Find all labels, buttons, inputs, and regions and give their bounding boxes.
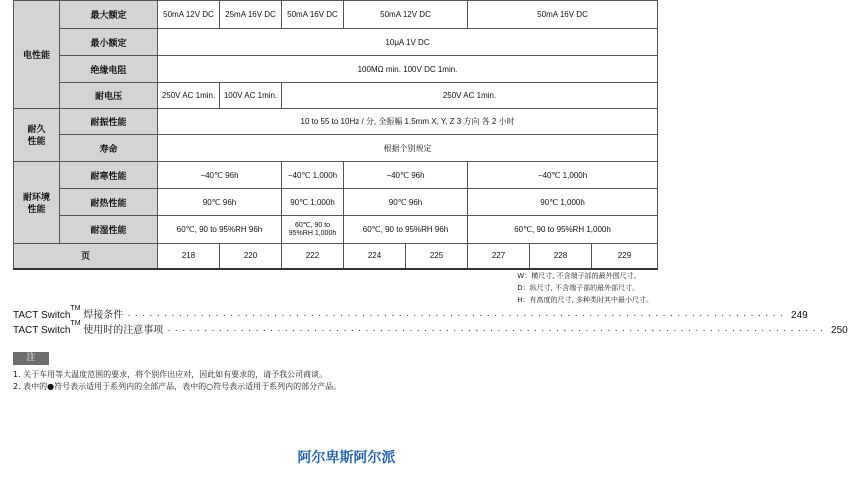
note-item: 1. 关于车用等大温度范围的要求，将个别作出应对，因此如有要求的，请予我公司商谈。 xyxy=(13,370,328,379)
cell: 90℃ 1,000h xyxy=(468,189,658,216)
dim-note-w: W：横尺寸, 不含端子部的最外围尺寸。 xyxy=(517,272,641,280)
cell: 50mA 16V DC xyxy=(282,1,344,29)
cell: 90℃ 96h xyxy=(158,189,282,216)
item-cold: 耐寒性能 xyxy=(60,162,158,189)
toc-page: 250 xyxy=(831,325,848,336)
notes-badge: 注 xyxy=(13,352,49,365)
cell: 250V AC 1min. xyxy=(282,83,658,109)
spec-table xyxy=(13,0,658,270)
cell: 50mA 12V DC xyxy=(344,1,468,29)
toc-title xyxy=(13,321,163,336)
cell: 50mA 12V DC xyxy=(158,1,220,29)
cell: 90℃ 96h xyxy=(344,189,468,216)
item-heat: 耐热性能 xyxy=(60,189,158,216)
item-life: 寿命 xyxy=(60,135,158,162)
page-number: 225 xyxy=(406,244,468,269)
category-environment: 耐环境 性能 xyxy=(14,162,60,244)
item-min-rating: 最小额定 xyxy=(60,29,158,56)
page-number: 224 xyxy=(344,244,406,269)
cell: 60℃, 90 to 95%RH 96h xyxy=(344,216,468,244)
cell: 10 to 55 to 10Hz / 分, 全振幅 1.5mm X, Y, Z 3 方向 各 2 小时 xyxy=(158,109,658,135)
dim-note-d: D：纵尺寸, 不含端子部的最外部尺寸。 xyxy=(517,284,640,292)
dimension-notes xyxy=(517,270,653,306)
notes-list xyxy=(13,369,341,393)
toc-entry-soldering[interactable] xyxy=(13,305,808,321)
cell: 10μA 1V DC xyxy=(158,29,658,56)
page-number: 220 xyxy=(220,244,282,269)
item-insulation: 绝缘电阻 xyxy=(60,56,158,83)
cell: −40℃ 96h xyxy=(344,162,468,189)
cell: 根据个别规定 xyxy=(158,135,658,162)
item-humidity: 耐湿性能 xyxy=(60,216,158,244)
cell: 60℃, 90 to 95%RH 96h xyxy=(158,216,282,244)
cell: 90℃ 1,000h xyxy=(282,189,344,216)
toc-title-pre: TACT Switch xyxy=(13,310,71,321)
page-number: 228 xyxy=(530,244,592,269)
toc-page: 249 xyxy=(791,310,808,321)
toc xyxy=(13,305,848,336)
dim-note-h: H：有高度的尺寸, 多种类时其中最小尺寸。 xyxy=(517,296,653,304)
toc-title-post: 焊接条件 xyxy=(80,310,124,321)
trademark: TM xyxy=(70,305,81,312)
cell: 50mA 16V DC xyxy=(468,1,658,29)
toc-title xyxy=(13,306,123,321)
cell: 60℃, 90 to 95%RH 1,000h xyxy=(468,216,658,244)
cell: 60℃, 90 to 95%RH 1,000h xyxy=(282,216,344,244)
toc-leader-dots: ·························································································· xyxy=(167,325,828,336)
note-item: 2. 表中的●符号表示适用于系列内的全部产品，表中的○符号表示适用于系列内的部分产品。 xyxy=(13,382,342,391)
toc-title-pre: TACT Switch xyxy=(13,325,71,336)
cell: 100MΩ min. 100V DC 1min. xyxy=(158,56,658,83)
cell: 25mA 16V DC xyxy=(220,1,282,29)
cell: −40℃ 1,000h xyxy=(282,162,344,189)
page-number: 229 xyxy=(592,244,658,269)
page-label: 页 xyxy=(14,244,158,269)
item-max-rating: 最大额定 xyxy=(60,1,158,29)
toc-title-post: 使用时的注意事项 xyxy=(80,325,164,336)
page-number: 222 xyxy=(282,244,344,269)
page-number: 227 xyxy=(468,244,530,269)
company-name: 阿尔卑斯阿尔派 xyxy=(297,450,396,466)
cell: −40℃ 1,000h xyxy=(468,162,658,189)
cell: −40℃ 96h xyxy=(158,162,282,189)
cell: 100V AC 1min. xyxy=(220,83,282,109)
category-durability: 耐久 性能 xyxy=(14,109,60,162)
item-voltage-proof: 耐电压 xyxy=(60,83,158,109)
toc-leader-dots: ·························································································· xyxy=(127,310,788,321)
page-number: 218 xyxy=(158,244,220,269)
trademark: TM xyxy=(70,320,81,327)
item-vibration: 耐振性能 xyxy=(60,109,158,135)
category-electrical: 电性能 xyxy=(14,1,60,109)
toc-entry-precautions[interactable] xyxy=(13,320,848,336)
cell: 250V AC 1min. xyxy=(158,83,220,109)
